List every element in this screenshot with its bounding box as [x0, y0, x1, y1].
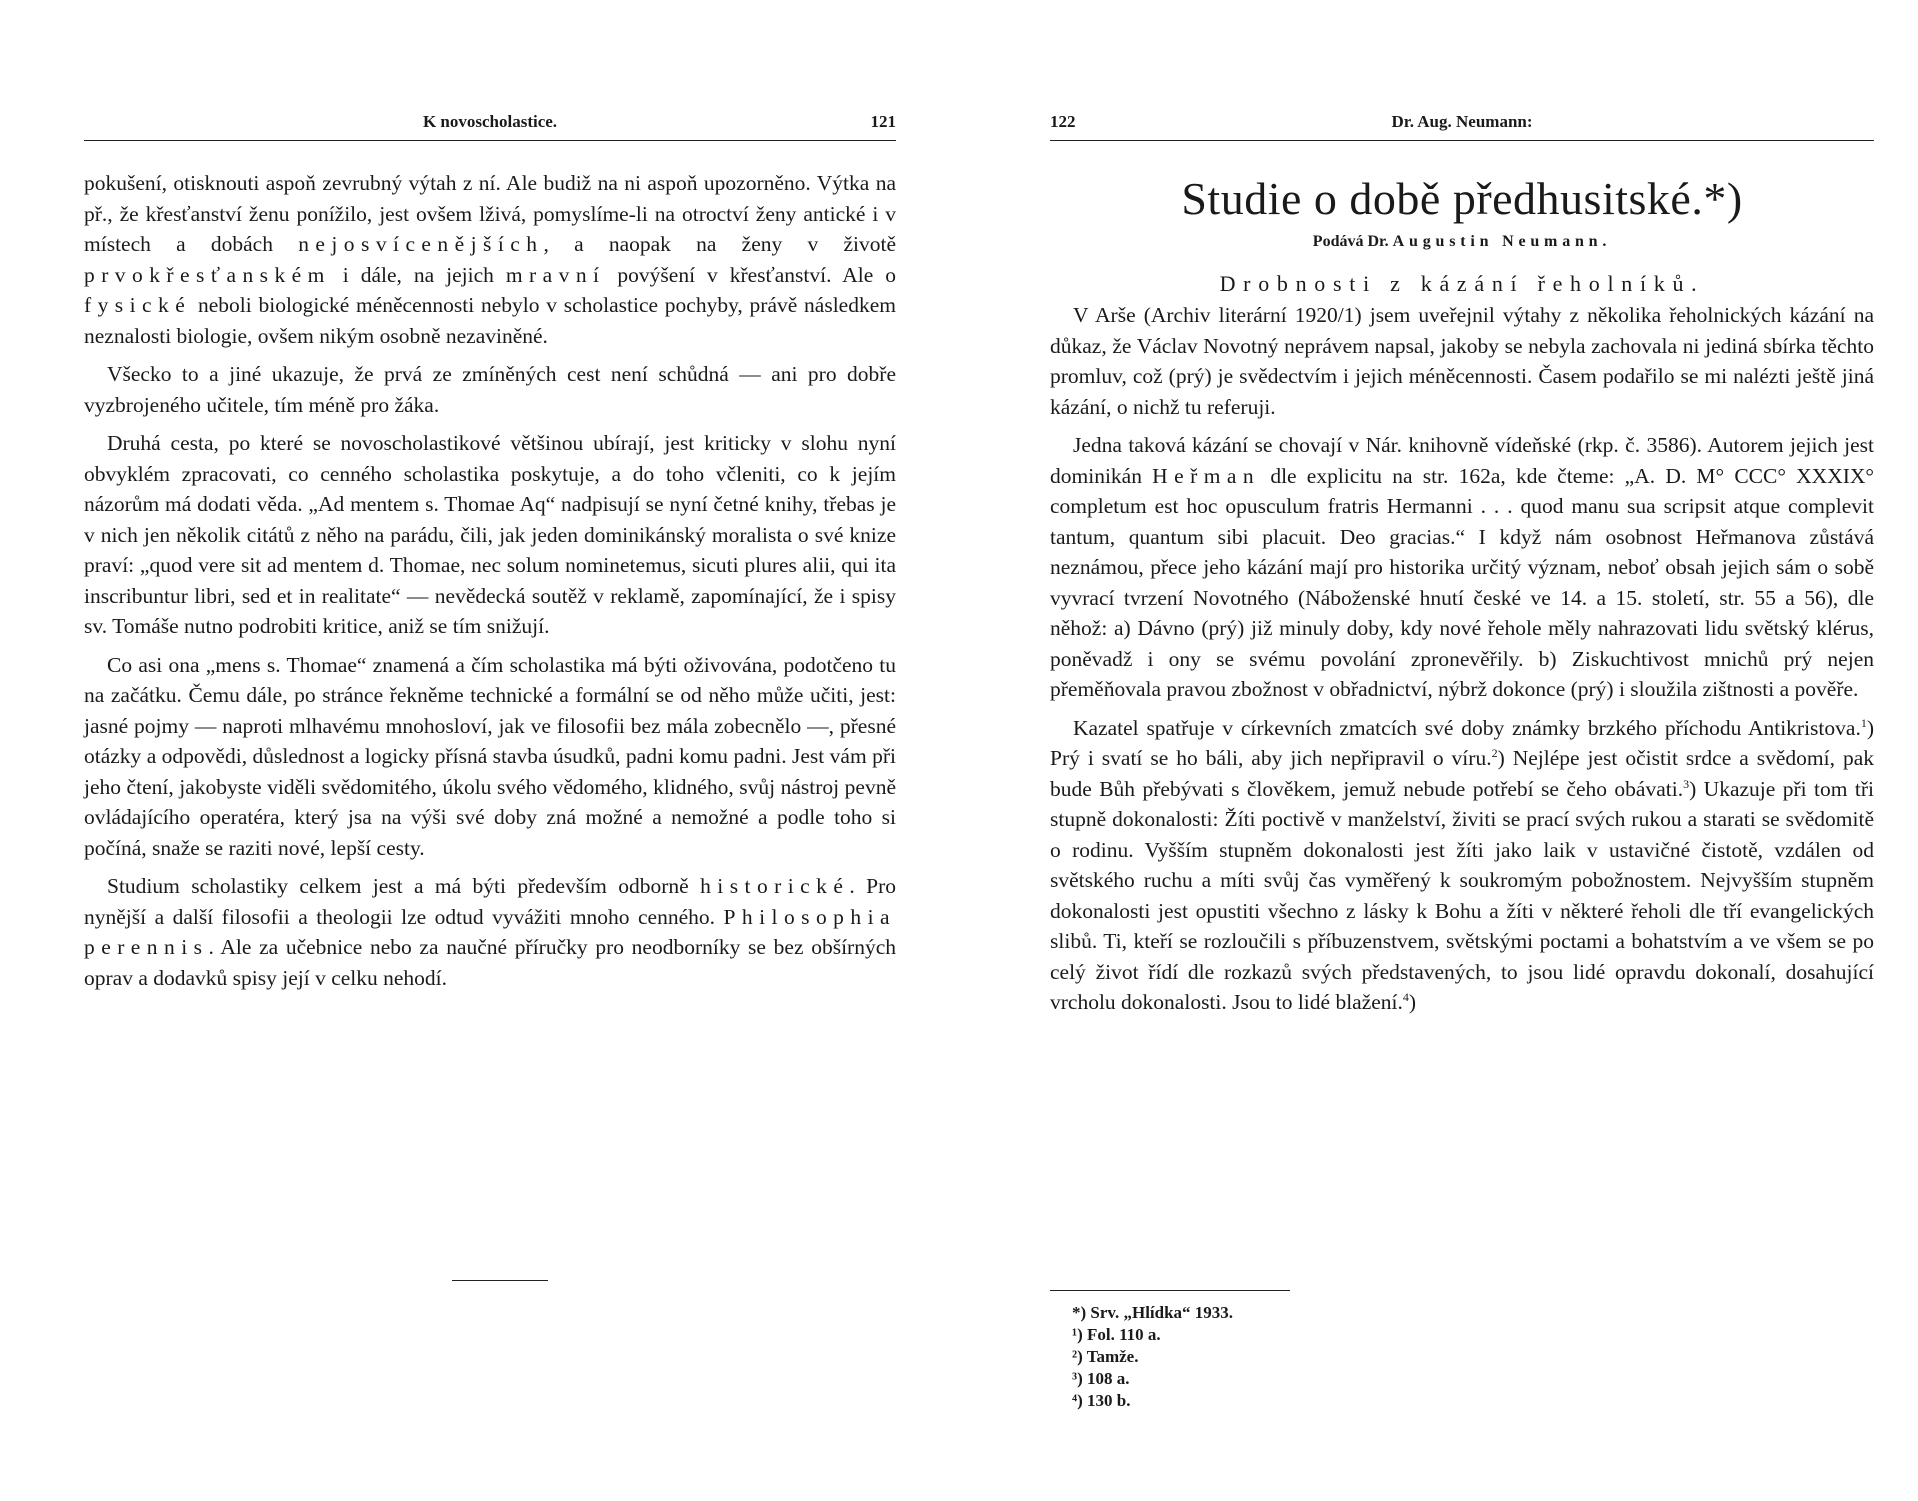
running-head	[84, 112, 896, 134]
footnote-ref: 2	[1491, 745, 1498, 760]
byline	[1050, 233, 1874, 251]
paragraph: Jedna taková kázání se chovají v Nár. knihovně vídeňské (rkp. č. 3586). Autorem jejich jest dominikán Heřman dle explicitu na str. 162a, kde čteme: „A. D. M° CCC° XXXIX° completum est hoc opusculum fratris Hermanni . . . quod manu sua scripsit atque complevit tantum, quantum sibi placuit. Deo gracias.“ I když nám osobnost Heřmanova zůstává neznámou, přece jeho kázání mají pro historika určitý význam, neboť obsah jejich sám o sobě vyvrací tvrzení Novotného (Náboženské hnutí české ve 14. a 15. století, str. 55 a 56), dle něhož: a) Dávno (prý) již minuly doby, kdy nové řehole měly nahrazovati lidu světský klérus, poněvadž i ony se svému povolání zpronevěřily. b) Ziskuchtivost mnichů prý nejen přeměňovala pravou zbožnost v obřadnictví, nýbrž dokonce (prý) i sloužila zištnosti a pověře.	[1050, 433, 1875, 701]
paragraph: V Arše (Archiv literární 1920/1) jsem uveřejnil výtahy z několika řeholnických kázání na důkaz, že Václav Novotný neprávem napsal, jakoby se nebyla zachovala ni jediná sbírka těchto promluv, což (prý) je svědectvím i jejich méněcennosti. Časem podařilo se mi nalézti ještě jiná kázání, o nichž tu referuji.	[1050, 303, 1874, 419]
header-rule	[1050, 140, 1874, 141]
footnote-ref: 3	[1683, 776, 1690, 791]
section-heading: Drobnosti z kázání řeholníků.	[1219, 271, 1705, 296]
paragraph: Studium scholastiky celkem jest a má býti především odborně historické. Pro nynější a další filosofii a theologii lze odtud vyvážiti mnoho cenného. Philosophia perennis. Ale za učebnice nebo za naučné příručky pro neodborníky se bez obšírných oprav a dodavků spisy její v celku nehodí.	[84, 874, 896, 990]
paragraph: Kazatel spatřuje v církevních zmatcích své doby známky brzkého příchodu Antikristova.$^1$) Prý i svatí se ho báli, aby jich nepřipravil o víru.$^2$) Nejlépe jest očistit srdce a svědomí, pak bude Bůh přebývati s člověkem, jemuž nebude potřebí se čeho obávati.$^3$) Ukazuje při tom tři stupně dokonalosti: Žíti poctivě v manželství, živiti se prací svých rukou a starati se svědomitě o rodinu. Vyšším stupněm dokonalosti jest žíti jako laik v ustavičné čistotě, vzdálen od světského ruchu a míti svůj čas vyměřený k soukromým pobožnostem. Nejvyšším stupněm dokonalosti jest opustiti všechno z lásky k Bohu a žíti v některé řeholi dle tří evangelických slibů. Ti, kteří se rozloučili s příbuzenstvem, světskými poctami a bohatstvím a ve všem se po celý život řídí dle rozkazů svých představených, to jsou lidé opravdu dokonalí, dosahující vrcholu dokonalosti. Jsou to lidé blažení.$^4$)	[1050, 715, 1875, 1014]
page-number: 122	[1050, 112, 1076, 131]
page-number: 121	[870, 112, 896, 131]
paragraph: pokušení, otisknouti aspoň zevrubný výtah z ní. Ale budiž na ni aspoň upozorněno. Výtka na př., že křesťanství ženu ponížilo, jest ovšem lživá, pomyslíme-li na otroctví ženy antické i v místech a dobách nejosvícenějších, a naopak na ženy v životě prvokřesťanském i dále, na jejich mravní povýšení v křesťanství. Ale o fysické neboli biologické méněcennosti nebylo v scholastice pochyby, právě následkem neznalosti biologie, ovšem nikým osobně nezaviněné.	[84, 171, 896, 348]
footnote: ⁴) 130 b.	[1072, 1391, 1131, 1410]
author-name: Augustin Neumann.	[1392, 233, 1612, 250]
footnote: ²) Tamže.	[1072, 1347, 1139, 1366]
header-rule	[84, 140, 896, 141]
running-title: K novoscholastice.	[422, 112, 558, 131]
footnote-rule	[1050, 1290, 1290, 1291]
running-head	[1050, 112, 1874, 134]
footnotes	[1072, 1302, 1233, 1412]
body-text	[84, 168, 896, 1001]
paragraph: Co asi ona „mens s. Thomae“ znamená a čím scholastika má býti oživována, podotčeno tu na začátku. Čemu dále, po stránce řekněme technické a formální se od něho může učiti, jest: jasné pojmy — naproti mlhavému mnohosloví, jak ve filosofii bez mála zobecnělo —, přesné otázky a odpovědi, důslednost a logicky přísná stavba úsudků, padni komu padni. Jest vám při jeho čtení, jakobyste viděli svědomitého, úkolu svého vědomého, klidného, svůj nástroj pevně ovládajícího operatéra, který jsa na výši své doby zná možné a nemožné a podle toho si počíná, snaže se raziti nové, lepší cesty.	[84, 652, 896, 860]
byline-prefix: Podává Dr.	[1312, 233, 1389, 250]
footnote-ref: 1	[1860, 715, 1867, 730]
paragraph: Všecko to a jiné ukazuje, že prvá ze zmíněných cest není schůdná — ani pro dobře vyzbrojeného učitele, tím méně pro žáka.	[84, 362, 896, 417]
end-rule	[452, 1280, 548, 1281]
footnote: ³) 108 a.	[1072, 1369, 1130, 1388]
footnote-ref: 4	[1402, 989, 1409, 1004]
article-title: Studie o době předhusitské.*)	[1181, 173, 1743, 224]
footnote: *) Srv. „Hlídka“ 1933.	[1072, 1303, 1234, 1322]
running-title: Dr. Aug. Neumann:	[1391, 112, 1533, 131]
footnote: ¹) Fol. 110 a.	[1072, 1325, 1161, 1344]
body-text	[1050, 300, 1874, 1026]
paragraph: Druhá cesta, po které se novoscholastikové většinou ubírají, jest kriticky v slohu nyní obvyklém zpracovati, co cenného scholastika poskytuje, a do toho včleniti, co k jejím názorům má dodati věda. „Ad mentem s. Thomae Aq“ nadpisují se nyní četné knihy, třebas je v nich jen několik citátů z něho na parádu, čili, jak jeden dominikánský moralista o své knize praví: „quod vere sit ad mentem d. Thomae, nec solum nominetemus, sicuti plures alii, qui ita inscribuntur libri, sed et in realitate“ — nevědecká soutěž v reklamě, zapomínající, že i spisy sv. Tomáše nutno podrobiti kritice, aniž se tím snižují.	[84, 431, 896, 638]
